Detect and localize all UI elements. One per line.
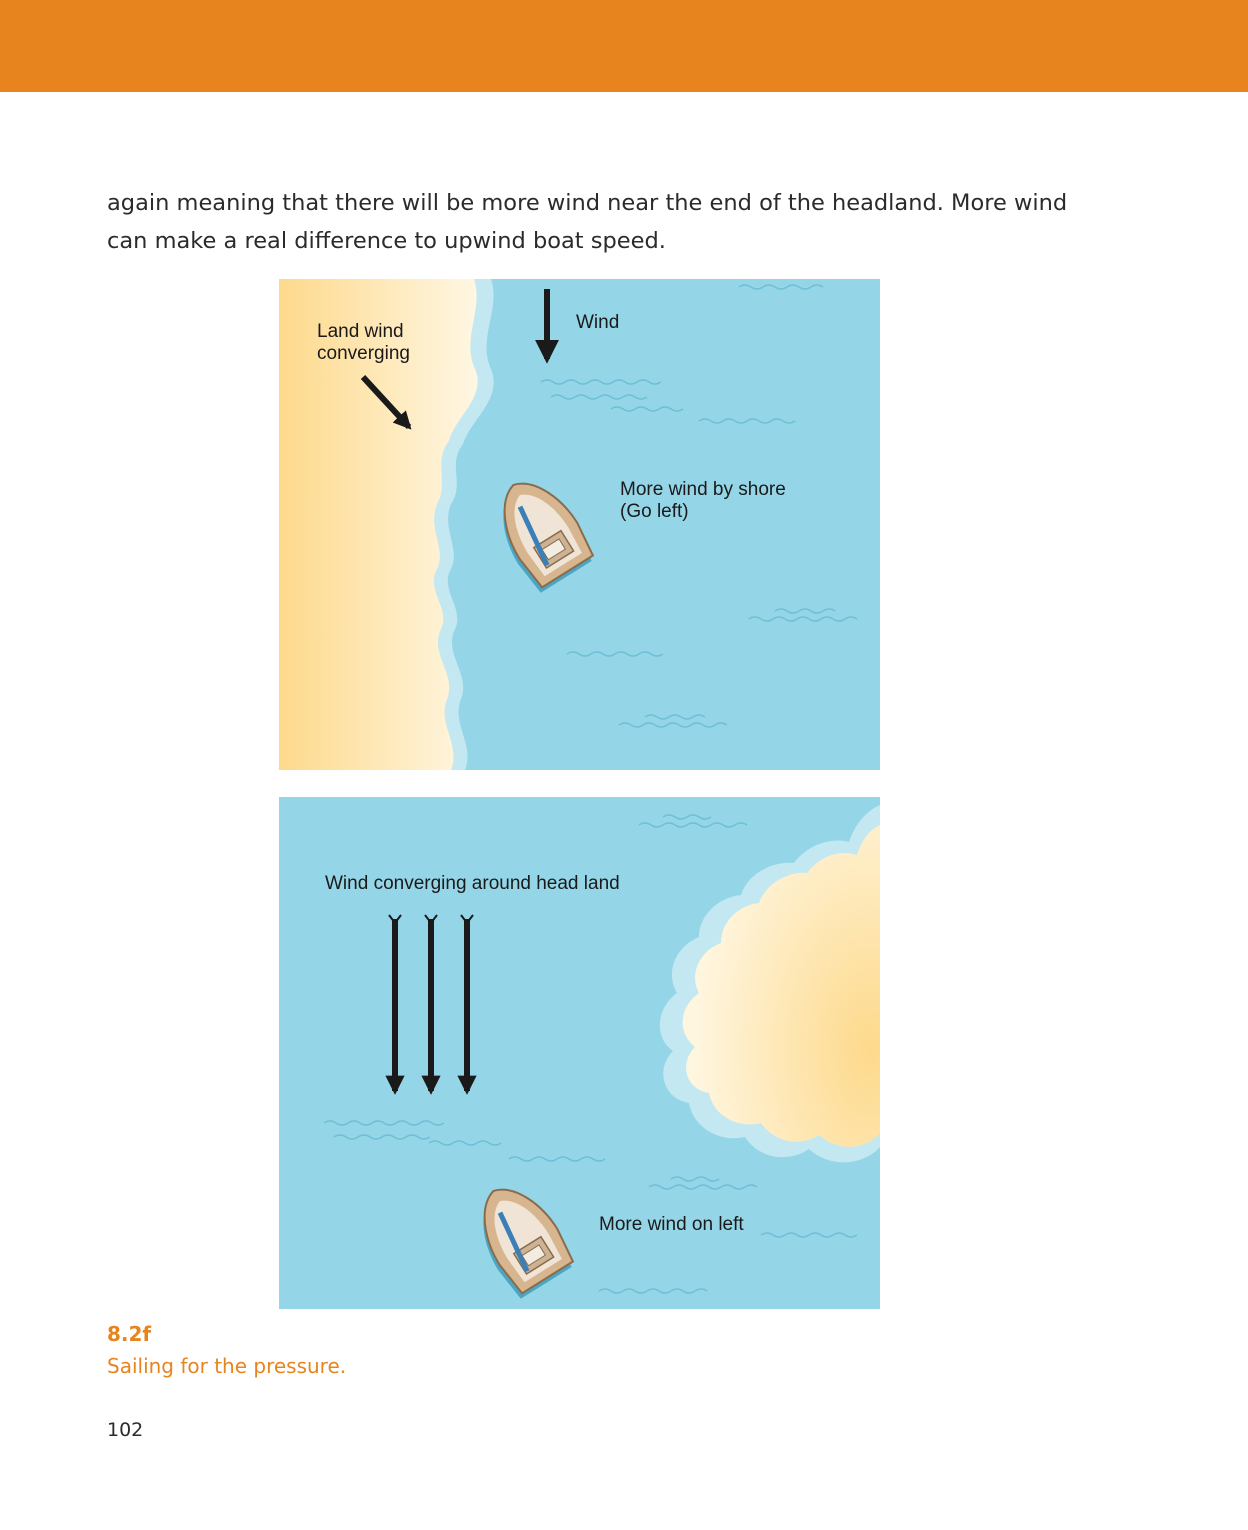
figure-caption: Sailing for the pressure. <box>107 1354 347 1378</box>
label-land-wind: Land wind converging <box>317 321 410 364</box>
figure-shoreline <box>279 279 880 770</box>
header-band <box>0 0 1248 92</box>
body-line-1: again meaning that there will be more wind near the end of the headland. More wind <box>107 190 1068 216</box>
figure-number: 8.2f <box>107 1322 152 1346</box>
label-more-wind-shore: More wind by shore (Go left) <box>620 479 786 522</box>
body-paragraph <box>107 184 1107 260</box>
label-wind-converging: Wind converging around head land <box>325 873 620 894</box>
body-line-2: can make a real difference to upwind boat speed. <box>107 228 666 254</box>
page-number: 102 <box>107 1419 144 1441</box>
figure-headland <box>279 797 880 1309</box>
label-more-wind-left: More wind on left <box>599 1214 744 1235</box>
label-wind: Wind <box>576 312 620 333</box>
